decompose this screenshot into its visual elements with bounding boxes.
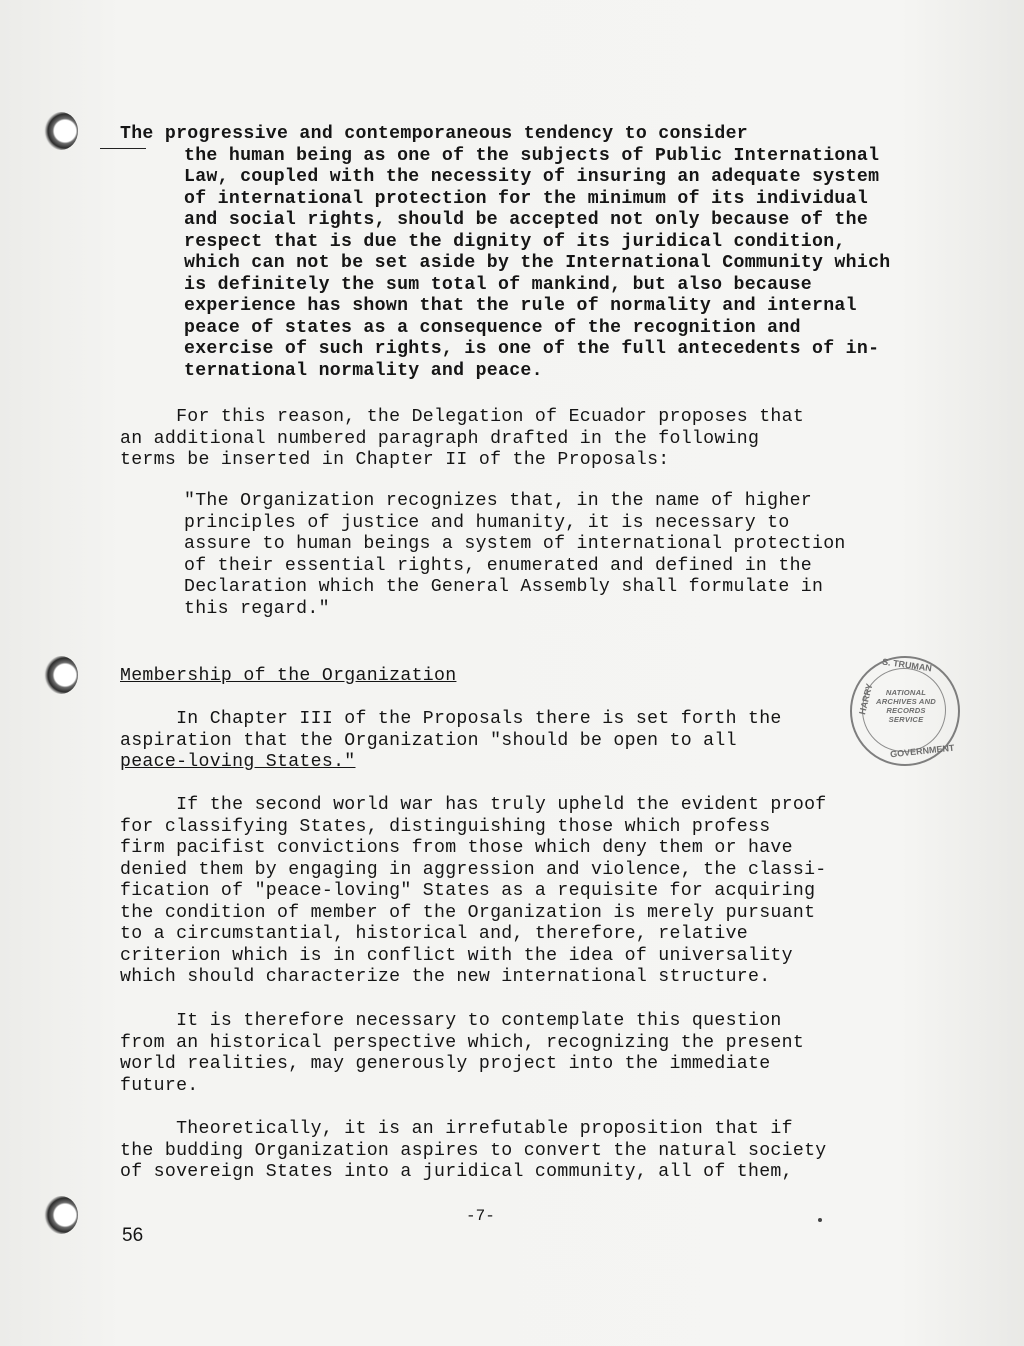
stamp-top-text: S. TRUMAN	[881, 656, 933, 674]
document-body	[120, 124, 950, 382]
paragraph-tendency: The progressive and contemporaneous tendency to consider the human being as one of the subjects of Public International Law, coupled with the necessity of insuring an adequate system of international protection for the minimum of its individual and social rights, should be accepted not only because of the respect that is due the dignity of its juridical condition, which can not be set aside by the International Community which is definitely the sum total of mankind, but also because experience has shown that the rule of normality and internal peace of states as a consequence of the recognition and exercise of such rights, is one of the full antecedents of in- ternational normality and peace.	[120, 124, 891, 381]
binder-hole-top	[44, 112, 78, 150]
stamp-left-text: HARRY	[857, 682, 875, 716]
paragraph-theoretically: Theoretically, it is an irrefutable proposition that if the budding Organization aspires to convert the natural society of sovereign States into a juridical community, all of them,	[120, 1119, 827, 1182]
paragraph-chapter-three-text: In Chapter III of the Proposals there is set forth the aspiration that the Organization "should be open to all	[120, 709, 782, 751]
archives-stamp	[850, 656, 960, 766]
paragraph-historical-perspective: It is therefore necessary to contemplate this question from an historical perspective which, recognizing the present world realities, may generously project into the immediate future.	[120, 1011, 805, 1096]
paragraph-delegation-proposal: For this reason, the Delegation of Ecuador proposes that an additional numbered paragraph drafted in the following terms be inserted in Chapter II of the Proposals:	[120, 407, 805, 470]
stamp-bottom-text: GOVERNMENT	[889, 742, 955, 760]
stamp-center-text: NATIONAL ARCHIVES AND RECORDS SERVICE	[876, 688, 936, 724]
quoted-proposal: "The Organization recognizes that, in the name of higher principles of justice and humanity, it is necessary to assure to human beings a system of international protection of their essential rights, enumerated and defined in the Declaration which the General Assembly shall formulate in this regard."	[184, 491, 846, 619]
binder-hole-bottom	[44, 1196, 78, 1234]
binder-hole-middle	[44, 656, 78, 694]
peace-loving-phrase: peace-loving States."	[120, 752, 356, 772]
page-number: -7-	[466, 1207, 495, 1225]
ink-speck	[818, 1218, 822, 1222]
paragraph-chapter-three	[120, 709, 782, 774]
corner-number: 56	[122, 1225, 144, 1246]
section-heading-membership: Membership of the Organization	[120, 666, 457, 686]
paragraph-second-world-war: If the second world war has truly upheld the evident proof for classifying States, distinguishing those which profess firm pacifist convictions from those which deny them or have denied them by engaging in aggression and violence, the classi- fication of "peace-loving" States as a requisite for acquiring the condition of member of the Organization is merely pursuant to a circumstantial, historical and, therefore, relative criterion which is in conflict with the idea of universality which should characterize the new international structure.	[120, 795, 827, 987]
